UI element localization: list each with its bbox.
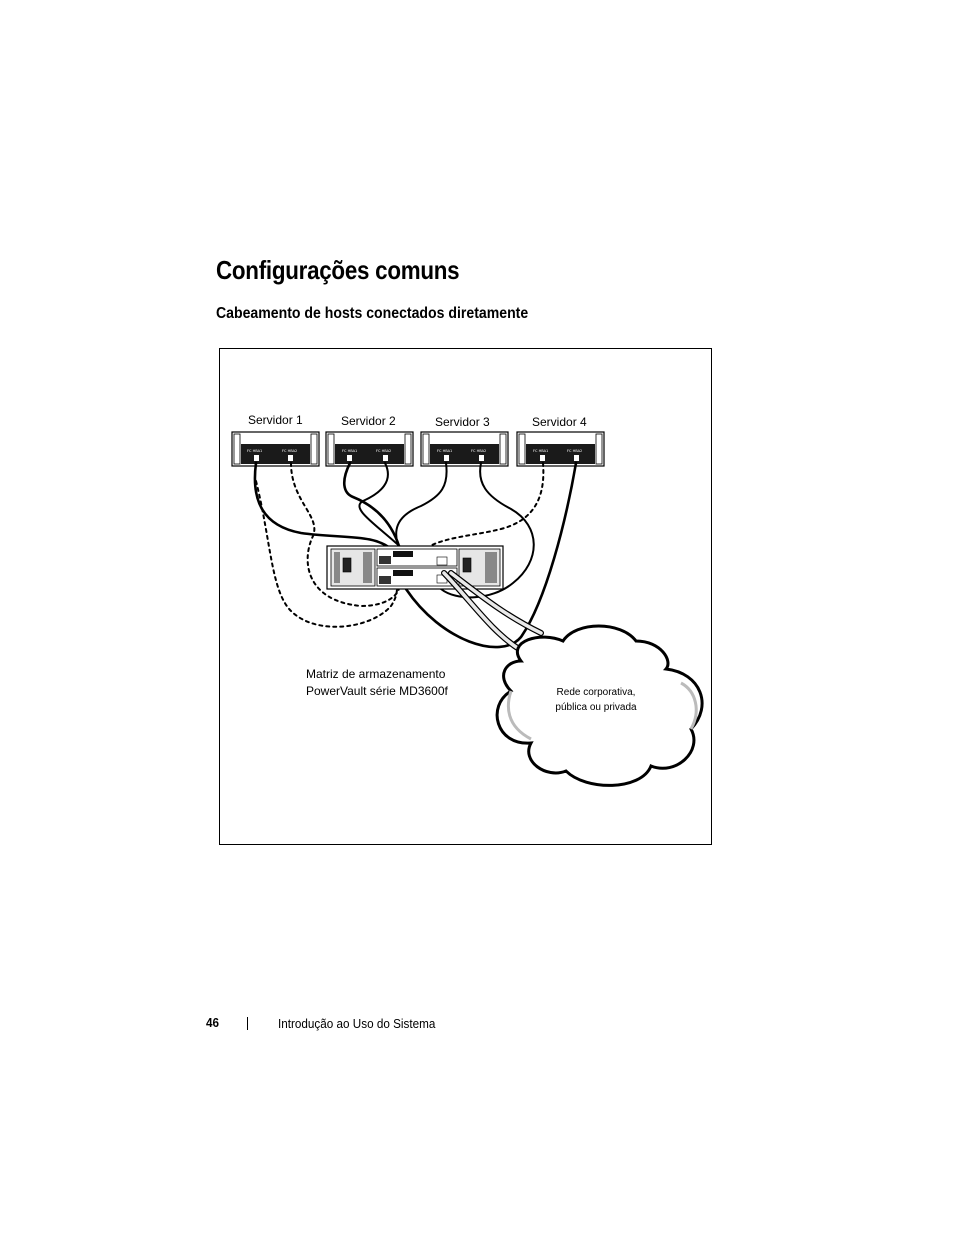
server-3-port-1-label: FC HBA1 [437,449,453,453]
cabling-diagram [219,348,712,845]
server-2-port-2 [383,455,388,461]
server-1-port-1 [254,455,259,461]
power-switch-left [343,558,351,572]
server-4 [517,432,604,466]
footer-section-title: Introdução ao Uso do Sistema [278,1016,436,1031]
storage-label-line2: PowerVault série MD3600f [306,684,448,698]
server-2-port-2-label: FC HBA2 [376,449,392,453]
network-label-line1: Rede corporativa, [556,687,636,698]
server-2-port-1-label: FC HBA1 [342,449,358,453]
server-2 [326,432,413,466]
server-3-label: Servidor 3 [435,415,490,429]
server-3-port-2 [479,455,484,461]
server-3 [421,432,508,466]
storage-label-line1: Matriz de armazenamento [306,667,446,681]
server-4-port-1-label: FC HBA1 [533,449,549,453]
server-4-port-1 [540,455,545,461]
server-4-port-2 [574,455,579,461]
network-cloud [497,626,702,785]
server-2-port-1 [347,455,352,461]
server-3-port-1 [444,455,449,461]
server-1 [232,432,319,466]
server-4-label: Servidor 4 [532,415,587,429]
server-2-label: Servidor 2 [341,414,396,428]
server-4-port-2-label: FC HBA2 [567,449,583,453]
page-title: Configurações comuns [216,255,460,285]
page-number: 46 [206,1015,220,1030]
footer-divider [247,1017,248,1030]
cable-server3-hba1 [396,463,446,553]
server-1-port-2 [288,455,293,461]
fan-grille-right [485,552,497,583]
network-label-line2: pública ou privada [555,702,637,713]
server-1-label: Servidor 1 [248,413,303,427]
storage-array [327,546,503,589]
diagram-canvas [220,349,713,846]
server-3-port-2-label: FC HBA2 [471,449,487,453]
server-1-port-2-label: FC HBA2 [282,449,298,453]
power-switch-right [463,558,471,572]
server-1-port-1-label: FC HBA1 [247,449,263,453]
section-subtitle: Cabeamento de hosts conectados diretamente [216,305,529,322]
